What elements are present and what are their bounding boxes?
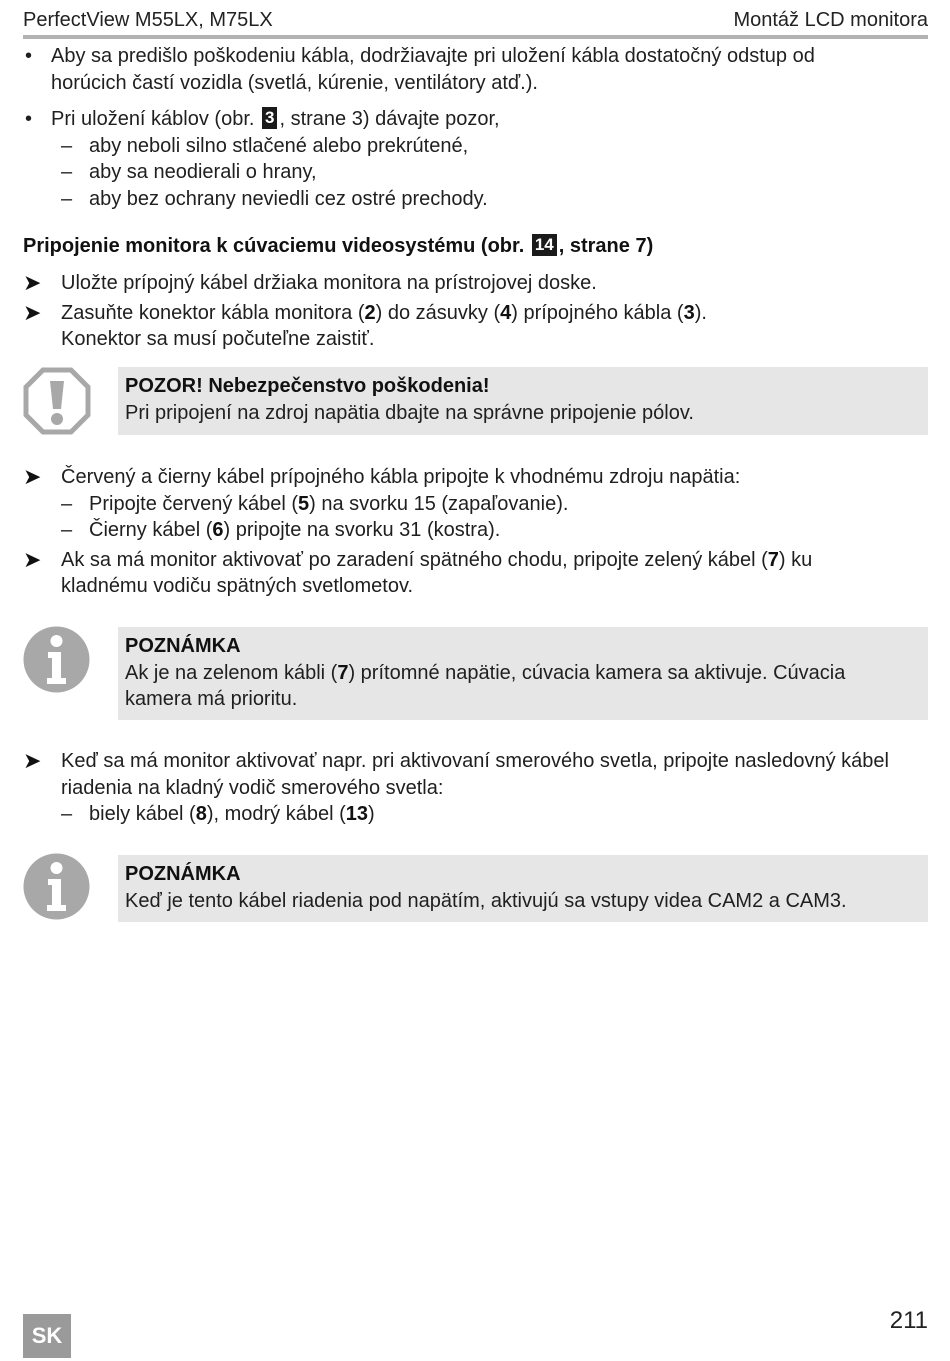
step-text: riadenia na kladný vodič smerového svetla: <box>61 776 444 799</box>
step-item <box>23 300 928 353</box>
sub-item: ) <box>368 803 375 825</box>
step-text: ) do zásuvky ( <box>375 301 501 324</box>
step-text: kladnému vodiču spätných svetlometov. <box>61 575 414 597</box>
section-heading <box>23 233 928 259</box>
warning-octagon-icon <box>23 367 91 435</box>
arrow-icon: ➤ <box>23 270 42 295</box>
steps-group-1 <box>23 270 928 353</box>
steps-group-3 <box>23 748 928 828</box>
arrow-icon: ➤ <box>23 546 42 572</box>
dash-marker: – <box>61 161 73 183</box>
bullet-cable-distance <box>23 43 928 96</box>
figure-ref-badge: 3 <box>262 107 277 129</box>
step-text: ) ku <box>778 548 813 571</box>
sub-item: Pripojte červený kábel ( <box>89 492 298 515</box>
arrow-icon: ➤ <box>23 748 42 773</box>
step-text: Zasuňte konektor kábla monitora ( <box>61 301 365 324</box>
bullet-marker: • <box>25 45 33 67</box>
step-item <box>23 464 928 491</box>
note-title: POZNÁMKA <box>125 635 241 657</box>
step-text: Uložte prípojný kábel držiaka monitora na prístrojovej doske. <box>61 272 597 294</box>
dash-marker: – <box>61 492 73 515</box>
part-number: 3 <box>683 301 695 324</box>
part-number: 7 <box>337 661 349 684</box>
bullet-cable-routing <box>23 106 928 212</box>
page-number: 211 <box>889 1307 928 1334</box>
note-text: kamera má prioritu. <box>125 688 298 710</box>
header-section: Montáž LCD monitora <box>733 9 928 31</box>
info-icon <box>23 853 90 920</box>
warning-box <box>118 367 928 435</box>
warning-text: Pri pripojení na zdroj napätia dbajte na správne pripojenie pólov. <box>125 401 694 424</box>
sub-item: ), modrý kábel ( <box>206 803 346 825</box>
note-box-priority <box>118 627 928 720</box>
dash-marker: – <box>61 134 73 157</box>
arrow-icon: ➤ <box>23 464 42 489</box>
part-number: 13 <box>345 803 369 825</box>
part-number: 6 <box>212 519 224 541</box>
step-item <box>23 547 928 600</box>
note-text: ) prítomné napätie, cúvacia kamera sa aktivuje. Cúvacia <box>348 661 846 684</box>
figure-ref-badge: 14 <box>532 234 557 256</box>
dash-marker: – <box>61 187 73 210</box>
bullet-text-line: horúcich častí vozidla (svetlá, kúrenie, ventilátory atď.). <box>51 71 538 94</box>
part-number: 8 <box>195 803 207 825</box>
sub-item: biely kábel ( <box>89 803 196 825</box>
steps-group-2 <box>23 464 928 600</box>
step-text: Konektor sa musí počuteľne zaistiť. <box>61 328 375 350</box>
heading-text: Pripojenie monitora k cúvaciemu videosystému (obr. <box>23 235 525 257</box>
language-badge: SK <box>23 1314 71 1358</box>
part-number: 7 <box>767 548 779 571</box>
note-text: Ak je na zelenom kábli ( <box>125 661 338 684</box>
page-header <box>23 7 928 39</box>
bullet-text: Pri uložení káblov (obr. <box>51 108 255 130</box>
dash-marker: – <box>61 519 73 541</box>
step-item <box>23 270 928 297</box>
step-text: Keď sa má monitor aktivovať napr. pri aktivovaní smerového svetla, pripojte nasledovný kábel <box>61 750 889 772</box>
heading-text: , strane 7) <box>558 235 654 257</box>
part-number: 2 <box>364 301 376 324</box>
sub-item: ) na svorku 15 (zapaľovanie). <box>309 492 569 515</box>
part-number: 4 <box>500 301 512 324</box>
step-item <box>23 748 928 801</box>
bullet-text: , strane 3) dávajte pozor, <box>279 108 500 130</box>
note-title: POZNÁMKA <box>125 863 241 885</box>
sub-item: ) pripojte na svorku 31 (kostra). <box>223 519 501 541</box>
bullet-marker: • <box>25 108 33 130</box>
warning-title: POZOR! Nebezpečenstvo poškodenia! <box>125 375 490 397</box>
bullet-text-line: Aby sa predišlo poškodeniu kábla, dodržiavajte pri uložení kábla dostatočný odstup od <box>51 45 815 67</box>
step-text: ) prípojného kábla ( <box>511 301 684 324</box>
part-number: 5 <box>297 492 310 515</box>
sub-item: aby sa neodierali o hrany, <box>89 161 317 183</box>
sub-item: aby bez ochrany neviedli cez ostré prechody. <box>89 187 488 210</box>
info-icon <box>23 626 90 693</box>
step-text: ). <box>694 301 707 324</box>
sub-item: Čierny kábel ( <box>89 519 213 541</box>
header-product: PerfectView M55LX, M75LX <box>23 9 273 31</box>
step-text: Ak sa má monitor aktivovať po zaradení spätného chodu, pripojte zelený kábel ( <box>61 548 768 571</box>
note-text: Keď je tento kábel riadenia pod napätím, aktivujú sa vstupy videa CAM2 a CAM3. <box>125 889 847 912</box>
step-text: Červený a čierny kábel prípojného kábla pripojte k vhodnému zdroju napätia: <box>61 466 741 488</box>
sub-item: aby neboli silno stlačené alebo prekrútené, <box>89 134 469 157</box>
note-box-cam <box>118 855 928 922</box>
dash-marker: – <box>61 803 73 825</box>
arrow-icon: ➤ <box>23 299 42 325</box>
